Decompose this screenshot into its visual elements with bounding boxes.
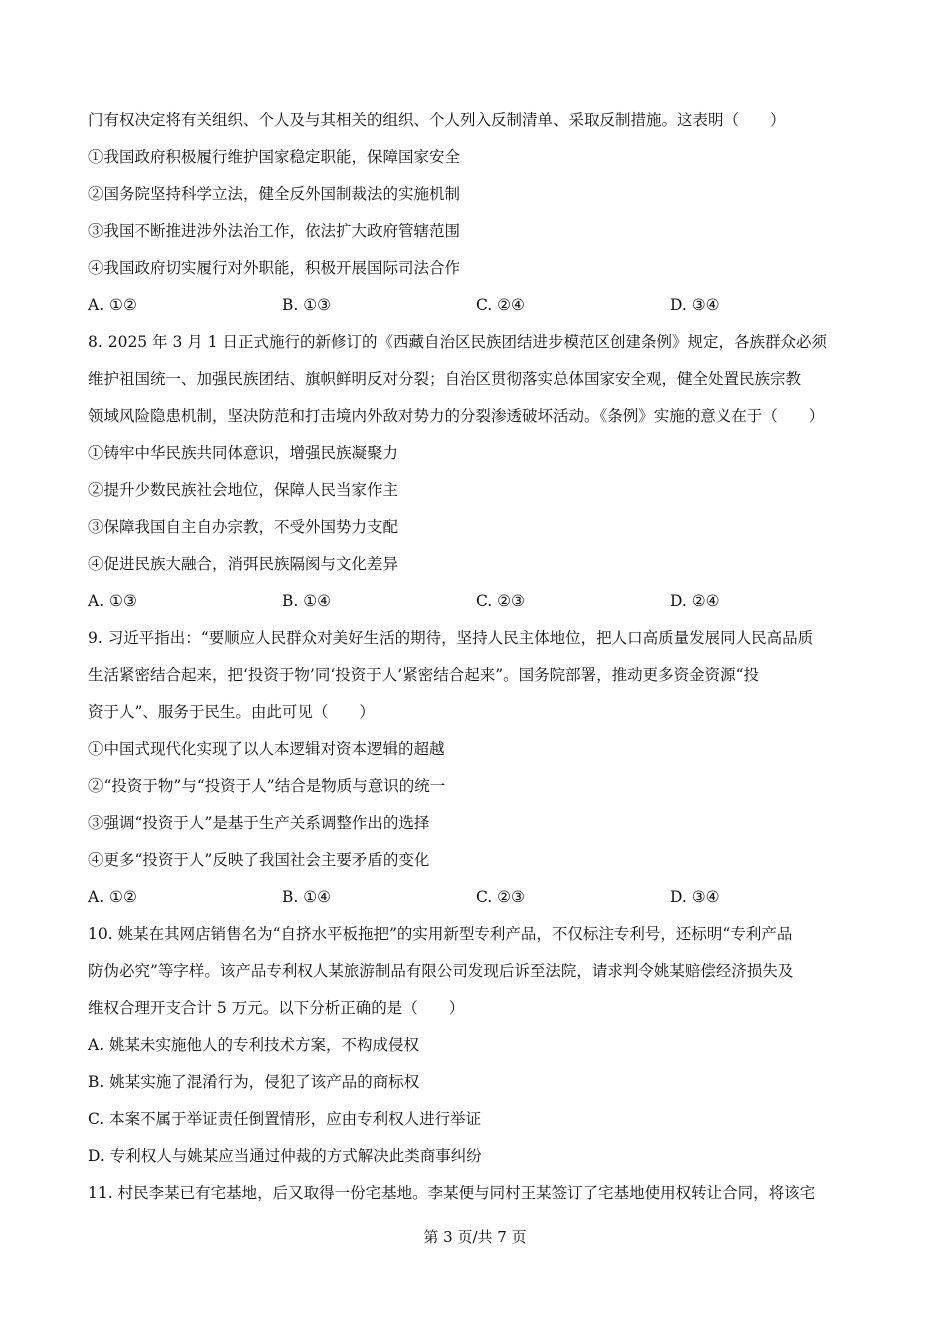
q8-option-d: D. ②④: [670, 592, 720, 610]
q8-stem-line-1: 8. 2025 年 3 月 1 日正式施行的新修订的《西藏自治区民族团结进步模范区创建条例》规定，各族群众必须: [88, 333, 828, 351]
q8-item-4: ④促进民族大融合，消弭民族隔阂与文化差异: [88, 555, 399, 573]
q9-stem-line-3: 资于人”、服务于民生。由此可见（ ）: [88, 703, 375, 721]
q7-option-c: C. ②④: [476, 296, 525, 314]
page-number-footer: 第 3 页/共 7 页: [423, 1228, 527, 1246]
q7-stem-continuation: 门有权决定将有关组织、个人及与其相关的组织、个人列入反制清单、采取反制措施。这表明（ ）: [88, 111, 786, 129]
q8-options: [88, 591, 878, 611]
q10-option-b: B. 姚某实施了混淆行为，侵犯了该产品的商标权: [88, 1073, 420, 1091]
q8-item-1: ①铸牢中华民族共同体意识，增强民族凝聚力: [88, 444, 399, 462]
q8-stem-line-2: 维护祖国统一、加强民族团结、旗帜鲜明反对分裂；自治区贯彻落实总体国家安全观，健全处置民族宗教: [88, 370, 802, 388]
q8-item-3: ③保障我国自主自办宗教，不受外国势力支配: [88, 518, 399, 536]
q10-option-d: D. 专利权人与姚某应当通过仲裁的方式解决此类商事纠纷: [88, 1147, 482, 1165]
q9-stem-line-2: 生活紧密结合起来，把‘投资于物’同‘投资于人’紧密结合起来”。国务院部署，推动更多资金资源“投: [88, 666, 760, 684]
q8-item-2: ②提升少数民族社会地位，保障人民当家作主: [88, 481, 399, 499]
page-content: [88, 110, 878, 1220]
q7-option-b: B. ①③: [282, 296, 332, 314]
q10-option-a: A. 姚某未实施他人的专利技术方案，不构成侵权: [88, 1036, 420, 1054]
q8-option-a: A. ①③: [88, 592, 137, 610]
q9-option-d: D. ③④: [670, 888, 720, 906]
q9-option-b: B. ①④: [282, 888, 332, 906]
q10-option-c: C. 本案不属于举证责任倒置情形，应由专利权人进行举证: [88, 1110, 482, 1128]
q8-option-c: C. ②③: [476, 592, 525, 610]
q9-options: [88, 887, 878, 907]
q9-item-2: ②“投资于物”与“投资于人”结合是物质与意识的统一: [88, 777, 446, 795]
q10-stem-line-1: 10. 姚某在其网店销售名为“自挤水平板拖把”的实用新型专利产品，不仅标注专利号，还标明“专利产品: [88, 925, 793, 943]
q10-stem-line-3: 维权合理开支合计 5 万元。以下分析正确的是（ ）: [88, 999, 465, 1017]
q7-options: [88, 295, 878, 315]
q11-stem-line-1: 11. 村民李某已有宅基地，后又取得一份宅基地。李某便与同村王某签订了宅基地使用权转让合同，将该宅: [88, 1184, 816, 1202]
q7-item-1: ①我国政府积极履行维护国家稳定职能，保障国家安全: [88, 148, 461, 166]
q10-stem-line-2: 防伪必究”等字样。该产品专利权人某旅游制品有限公司发现后诉至法院，请求判令姚某赔偿经济损失及: [88, 962, 794, 980]
q7-option-a: A. ①②: [88, 296, 137, 314]
q9-item-1: ①中国式现代化实现了以人本逻辑对资本逻辑的超越: [88, 740, 445, 758]
q9-item-3: ③强调“投资于人”是基于生产关系调整作出的选择: [88, 814, 430, 832]
q7-option-d: D. ③④: [670, 296, 720, 314]
q9-option-a: A. ①②: [88, 888, 137, 906]
q8-option-b: B. ①④: [282, 592, 332, 610]
q7-item-3: ③我国不断推进涉外法治工作，依法扩大政府管辖范围: [88, 222, 461, 240]
q9-option-c: C. ②③: [476, 888, 525, 906]
q7-item-4: ④我国政府切实履行对外职能，积极开展国际司法合作: [88, 259, 461, 277]
q8-stem-line-3: 领域风险隐患机制，坚决防范和打击境内外敌对势力的分裂渗透破坏活动。《条例》实施的意义在于（ ）: [88, 407, 825, 425]
q7-item-2: ②国务院坚持科学立法，健全反外国制裁法的实施机制: [88, 185, 461, 203]
q9-stem-line-1: 9. 习近平指出：“要顺应人民群众对美好生活的期待，坚持人民主体地位，把人口高质量发展同人民高品质: [88, 629, 814, 647]
q9-item-4: ④更多“投资于人”反映了我国社会主要矛盾的变化: [88, 851, 430, 869]
